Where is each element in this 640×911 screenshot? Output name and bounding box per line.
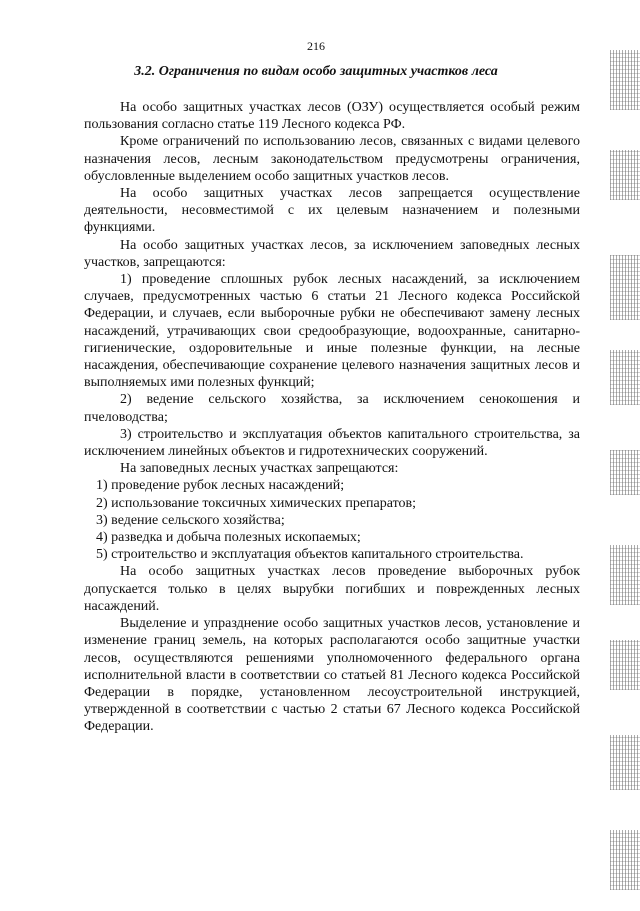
list-item: 5) строительство и эксплуатация объектов капитального строительства. [96,547,524,563]
document-body [84,99,580,736]
paragraph: На особо защитных участках лесов проведение выборочных рубок допускается только в целях вырубки погибших и поврежденных лесных насаждений. [84,564,580,614]
page-number: 216 [307,39,325,53]
scan-edge-artifact [610,50,640,110]
paragraph: На особо защитных участках лесов запрещается осуществление деятельности, несовместимой с их целевым назначением и полезными функциями. [84,186,580,236]
list-item: 1) проведение рубок лесных насаждений; [96,478,345,494]
paragraph: Выделение и упразднение особо защитных участков лесов, установление и изменение границ земель, на которых располагаются особо защитные участки лесов, осуществляются решениями уполномоченного федерального органа исполнительной власти в соответствии со статьей 81 Лесного кодекса Российской Федерации в порядке, установленном лесоустроительной инструкцией, утвержденной в соответствии с частью 2 статьи 67 Лесного кодекса Российской Федерации. [84,616,580,735]
list-item: 4) разведка и добыча полезных ископаемых; [96,530,361,546]
paragraph: На особо защитных участках лесов, за исключением заповедных лесных участков, запрещаются: [84,237,580,270]
scan-edge-artifact [610,255,640,320]
paragraph: 2) ведение сельского хозяйства, за исключением сенокошения и пчеловодства; [84,392,580,425]
scan-edge-artifact [610,350,640,405]
paragraph: Кроме ограничений по использованию лесов, связанных с видами целевого назначения лесов, лесным законодательством предусмотрены ограничения, обусловленные выделением особо защитных участков лесов. [84,134,580,184]
scan-edge-artifact [610,735,640,790]
scan-edge-artifact [610,830,640,890]
paragraph: 1) проведение сплошных рубок лесных насаждений, за исключением случаев, предусмотренных частью 6 статьи 21 Лесного кодекса Российской Федерации, и случаев, если выборочные рубки не обеспечивают замену лесных насаждений, утрачивающих свои средообразующие, водоохранные, санитарно-гигиенические, оздоровительные и иные полезные функции, на лесные насаждения, обеспечивающие сохранение целевого назначения защитных лесов и выполняемых ими полезных функций; [84,272,580,391]
scan-edge-artifact [610,150,640,200]
section-heading: 3.2. Ограничения по видам особо защитных участков леса [134,64,498,79]
paragraph: На особо защитных участках лесов (ОЗУ) осуществляется особый режим пользования согласно статье 119 Лесного кодекса РФ. [84,100,580,133]
list-item: 3) ведение сельского хозяйства; [96,512,285,528]
paragraph: На заповедных лесных участках запрещаются: [120,461,399,477]
scan-edge-artifact [610,640,640,690]
list-item: 2) использование токсичных химических препаратов; [96,495,417,511]
paragraph: 3) строительство и эксплуатация объектов капитального строительства, за исключением линейных объектов и гидротехнических сооружений. [84,426,580,460]
scan-edge-artifact [610,545,640,605]
scan-edge-artifact [610,450,640,495]
